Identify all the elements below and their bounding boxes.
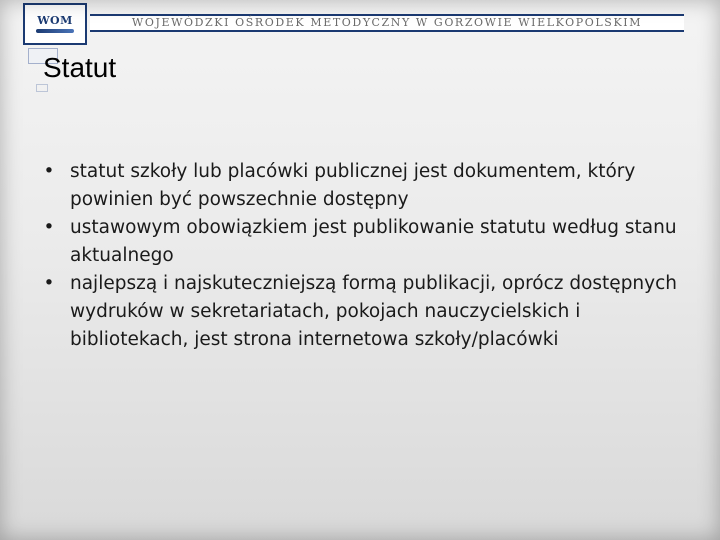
bullet-icon: •: [43, 273, 55, 294]
bullet-item: [40, 214, 680, 270]
bullet-text: ustawowym obowiązkiem jest publikowanie statutu według stanu aktualnego: [70, 217, 677, 266]
slide-title: Statut: [43, 52, 117, 83]
institution-name: WOJEWÓDZKI OŚRODEK METODYCZNY W GORZOWIE WIELKOPOLSKIM: [131, 16, 643, 29]
bullet-list: [40, 158, 680, 354]
wom-logo: [23, 3, 87, 45]
header-banner: [0, 0, 720, 38]
logo-wave-icon: [36, 29, 74, 33]
logo-text: WOM: [37, 14, 73, 27]
bullet-icon: •: [43, 161, 55, 182]
bullet-item: [40, 158, 680, 214]
bullet-text: najlepszą i najskuteczniejszą formą publikacji, oprócz dostępnych wydruków w sekretariatach, pokojach nauczycielskich i bibliotekach, jest strona internetowa szkoły/placówki: [70, 273, 678, 350]
institution-banner: [90, 14, 684, 32]
faded-mark-icon: [36, 84, 48, 92]
bullet-icon: •: [43, 217, 55, 238]
bullet-text: statut szkoły lub placówki publicznej jest dokumentem, który powinien być powszechnie dostępny: [70, 161, 636, 210]
bullet-item: [40, 270, 680, 354]
